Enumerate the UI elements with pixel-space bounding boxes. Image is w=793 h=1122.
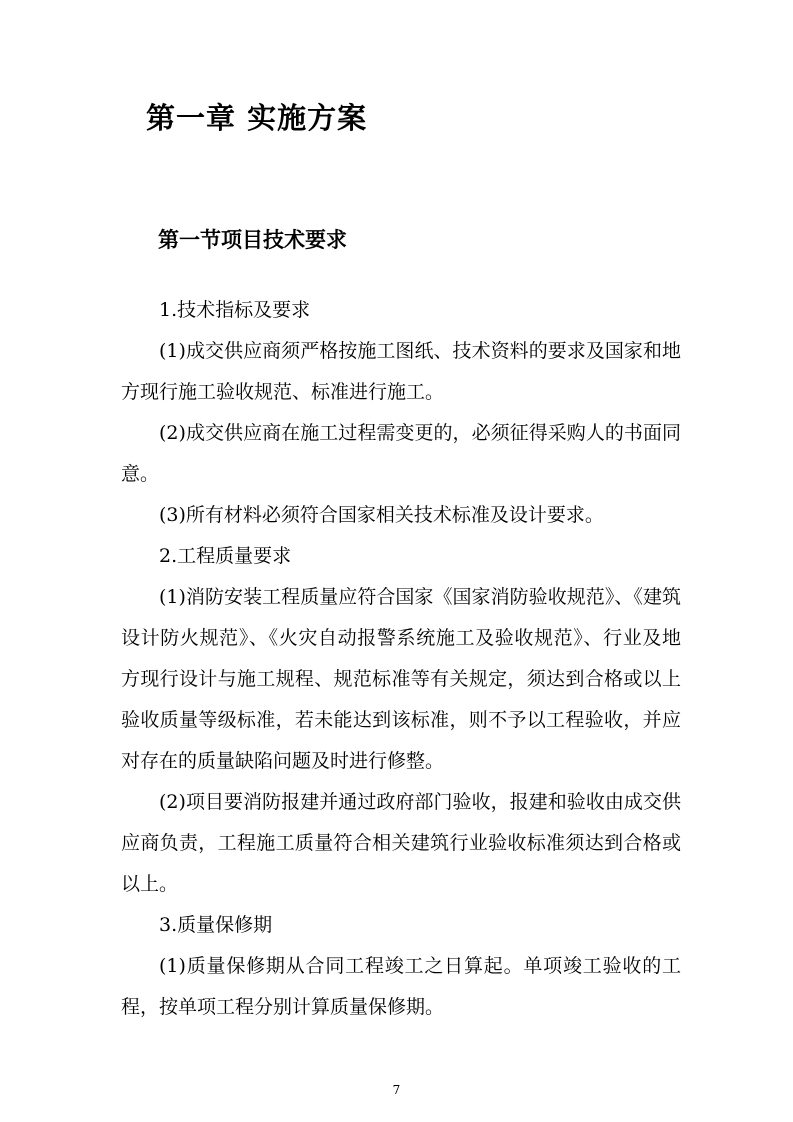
- section-title: 第一节项目技术要求: [158, 227, 347, 252]
- chapter-title: 第一章 实施方案: [146, 101, 368, 135]
- paragraph: (1)成交供应商须严格按施工图纸、技术资料的要求及国家和地方现行施工验收规范、标准进行施工。: [121, 340, 681, 403]
- page-number: 7: [392, 1083, 401, 1097]
- paragraph: (1)消防安装工程质量应符合国家《国家消防验收规范》、《建筑设计防火规范》、《火灾自动报警系统施工及验收规范》、行业及地方现行设计与施工规程、规范标准等有关规定，须达到合格或以上验收质量等级标准，若未能达到该标准，则不予以工程验收，并应对存在的质量缺陷问题及时进行修整。: [121, 586, 681, 772]
- paragraph: (1)质量保修期从合同工程竣工之日算起。单项竣工验收的工程，按单项工程分别计算质量保修期。: [121, 955, 681, 1018]
- body-text: [121, 290, 681, 1028]
- subheading-warranty-period: 3.质量保修期: [159, 914, 273, 936]
- paragraph: (2)成交供应商在施工过程需变更的，必须征得采购人的书面同意。: [121, 422, 681, 485]
- subheading-quality-requirements: 2.工程质量要求: [159, 545, 292, 567]
- subheading-tech-requirements: 1.技术指标及要求: [159, 299, 311, 321]
- paragraph: (2)项目要消防报建并通过政府部门验收，报建和验收由成交供应商负责，工程施工质量符合相关建筑行业验收标准须达到合格或以上。: [121, 791, 681, 895]
- paragraph: (3)所有材料必须符合国家相关技术标准及设计要求。: [159, 504, 604, 526]
